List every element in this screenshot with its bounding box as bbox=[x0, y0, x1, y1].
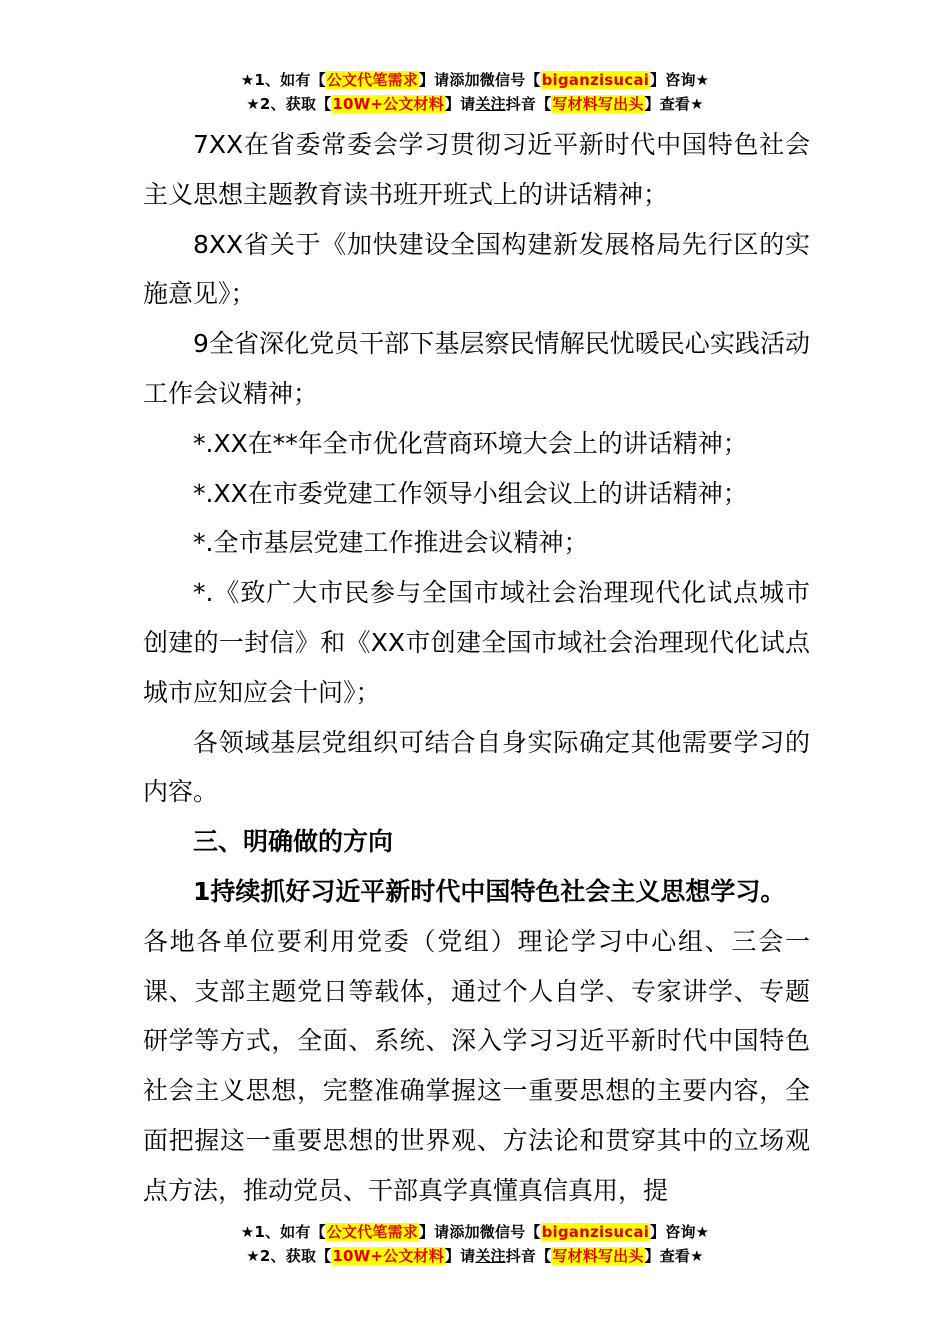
body-paragraph: 各地各单位要利用党委（党组）理论学习中心组、三会一课、支部主题党日等载体，通过个人自学、专家讲学、专题研学等方式，全面、系统、深入学习习近平新时代中国特色社会主义思想，完整准确掌握这一重要思想的主要内容，全面把握这一重要思想的世界观、方法论和贯穿其中的立场观点方法，推动党员、干部真学真懂真信真用，提 bbox=[143, 926, 810, 1205]
promo-highlight-account: 写材料写出头 bbox=[552, 95, 644, 113]
promo-text: 】咨询★ bbox=[650, 71, 710, 89]
promo-text: ★1、如有【 bbox=[240, 1223, 326, 1241]
promo-line-1 bbox=[0, 68, 950, 92]
promo-line-1 bbox=[0, 1220, 950, 1244]
section-heading: 三、明确做的方向 bbox=[193, 827, 394, 857]
list-item: 8XX省关于《加快建设全国构建新发展格局先行区的实施意见》； bbox=[143, 229, 810, 309]
promo-text: 抖音【 bbox=[505, 1247, 552, 1265]
promo-text: ★1、如有【 bbox=[240, 71, 326, 89]
promo-text: ★2、获取【 bbox=[246, 95, 332, 113]
promo-highlight: 10W+公文材料 bbox=[332, 95, 444, 113]
subheading: 1持续抓好习近平新时代中国特色社会主义思想学习。 bbox=[193, 876, 786, 906]
list-item: *.XX在市委党建工作领导小组会议上的讲话精神； bbox=[193, 478, 748, 508]
list-item: 9全省深化党员干部下基层察民情解民忧暖民心实践活动工作会议精神； bbox=[143, 329, 810, 408]
promo-banner-top bbox=[0, 68, 950, 116]
list-item: *.XX在**年全市优化营商环境大会上的讲话精神； bbox=[193, 428, 748, 458]
promo-highlight-wechat-id: biganzisucai bbox=[541, 1223, 650, 1241]
promo-text: 】请 bbox=[444, 95, 476, 113]
promo-text: 】查看★ bbox=[644, 95, 704, 113]
promo-highlight: 公文代笔需求 bbox=[326, 1223, 418, 1241]
promo-text: 】查看★ bbox=[644, 1247, 704, 1265]
promo-text: 】请添加微信号【 bbox=[418, 71, 541, 89]
promo-highlight: 10W+公文材料 bbox=[332, 1247, 444, 1265]
promo-highlight-account: 写材料写出头 bbox=[552, 1247, 644, 1265]
promo-text: 】咨询★ bbox=[650, 1223, 710, 1241]
paragraph: 各领域基层党组织可结合自身实际确定其他需要学习的内容。 bbox=[143, 727, 810, 807]
promo-banner-bottom bbox=[0, 1220, 950, 1268]
promo-text: ★2、获取【 bbox=[246, 1247, 332, 1265]
promo-line-2 bbox=[0, 1244, 950, 1268]
promo-underlined-text: 关注 bbox=[475, 1247, 506, 1265]
list-item: 7XX在省委常委会学习贯彻习近平新时代中国特色社会主义思想主题教育读书班开班式上的讲话精神； bbox=[143, 130, 810, 209]
promo-text: 】请添加微信号【 bbox=[418, 1223, 541, 1241]
promo-underlined-text: 关注 bbox=[475, 95, 506, 113]
list-item: *.《致广大市民参与全国市域社会治理现代化试点城市创建的一封信》和《XX市创建全国市域社会治理现代化试点城市应知应会十问》； bbox=[143, 578, 810, 707]
list-item: *.全市基层党建工作推进会议精神； bbox=[193, 528, 589, 558]
promo-line-2 bbox=[0, 92, 950, 116]
document-body bbox=[143, 120, 810, 1216]
promo-text: 抖音【 bbox=[505, 95, 552, 113]
promo-text: 】请 bbox=[444, 1247, 476, 1265]
promo-highlight-wechat-id: biganzisucai bbox=[541, 71, 650, 89]
promo-highlight: 公文代笔需求 bbox=[326, 71, 418, 89]
